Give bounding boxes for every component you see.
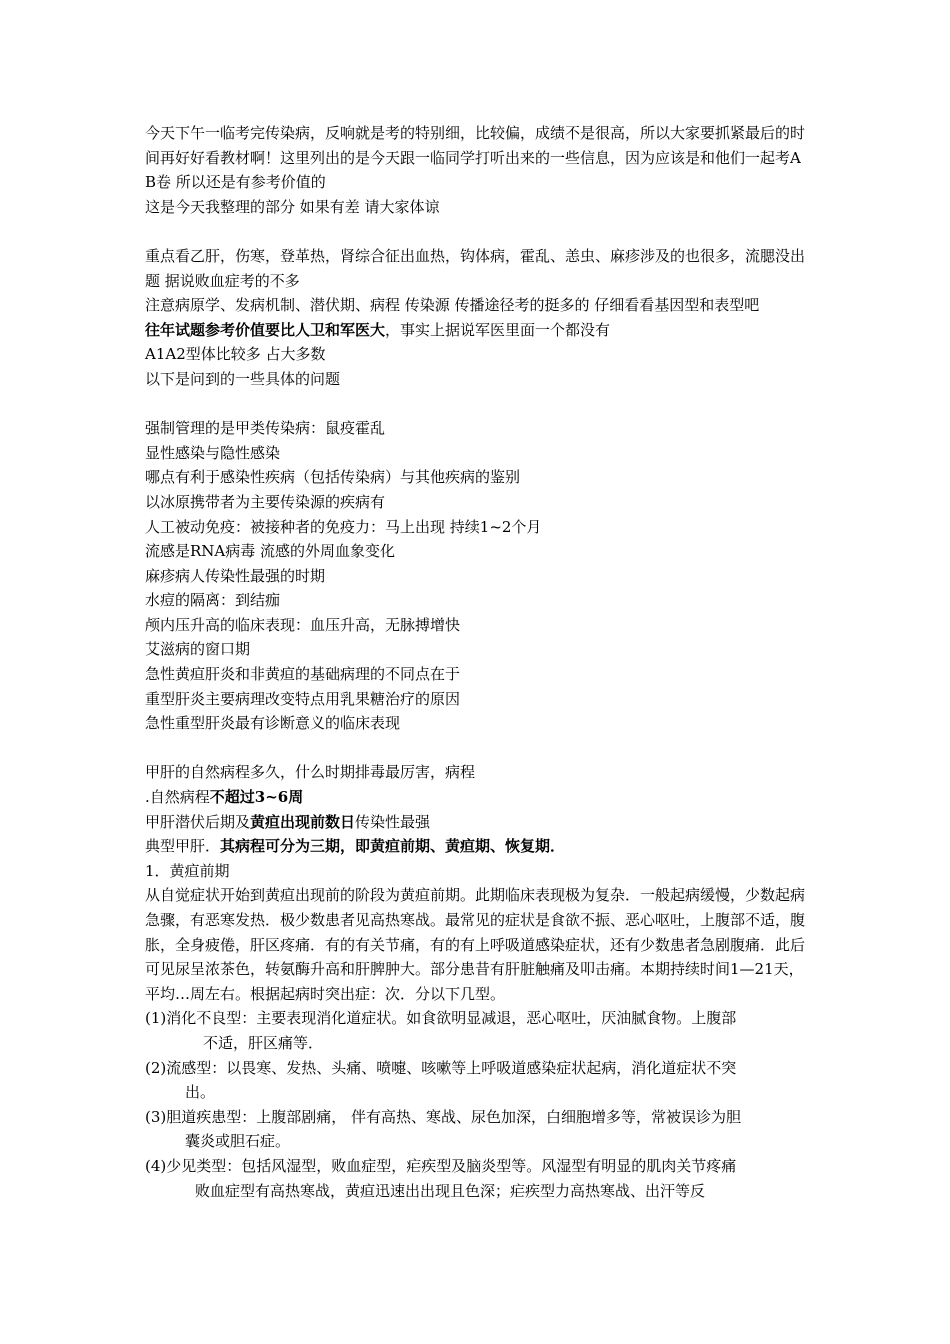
question-item: 颅内压升高的临床表现：血压升高，无脉搏增快 [145,615,461,634]
type-item-head: (3)胆道疾患型：上腹部剧痛， 伴有高热、寒战、尿色加深，白细胞增多等，常被误诊为胆 [145,1107,742,1126]
hepa-stage-description: 从自觉症状开始到黄疸出现前的阶段为黄疸前期。此期临床表现极为复杂．一般起病缓慢，少数起病急骤，有恶寒发热．极少数患者见高热寒战。最常见的症状是食欲不振、恶心呕吐，上腹部不适，腹胀，全身疲倦，肝区疼痛．有的有关节痛，有的有上呼吸道感染症状，还有少数患者急剧腹痛．此后可见尿呈浓茶色，转氨酶升高和肝脾肿大。部分患昔有肝脏触痛及叩击痛。本期持续时间1—21天，平均…周左右。根据起病时突出症：次．分以下几型。 [145,886,806,1003]
hepa-course [145,785,810,810]
past-exams-bold: 往年试题参考价值要比人卫和军医大 [145,320,386,339]
type-item-head: (1)消化不良型：主要表现消化道症状。如食欲明显减退，恶心呕吐，厌油腻食物。上腹部 [145,1009,737,1028]
question-item: 急性重型肝炎最有诊断意义的临床表现 [145,714,401,733]
type-item-head: (4)少见类型：包括风湿型，败血症型，疟疾型及脑炎型等。风湿型有明显的肌肉关节疼痛 [145,1156,737,1175]
hepa-typical-pre: 典型甲肝． [145,837,221,856]
spacer [145,736,810,761]
question-item: 哪点有利于感染性疾病（包括传染病）与其他疾病的鉴别 [145,468,521,487]
intro-paragraph: 今天下午一临考完传染病，反响就是考的特别细，比较偏，成绩不是很高，所以大家要抓紧最后的时间再好好看教材啊！这里列出的是今天跟一临同学打听出来的一些信息，因为应该是和他们一起考AB卷 所以还是有参考价值的 [145,124,806,192]
question-item: 显性感染与隐性感染 [145,443,281,462]
type-item-tail: 不适，肝区痛等． [203,1033,324,1052]
type-item-tail: 囊炎或胆石症。 [185,1132,291,1151]
question-item: 艾滋病的窗口期 [145,640,251,659]
focus-question-types: A1A2型体比较多 占大多数 [145,345,326,364]
type-item-tail: 出。 [185,1083,216,1102]
hepa-infectivity-pre: 甲肝潜伏后期及 [145,812,251,831]
question-item: 强制管理的是甲类传染病：鼠疫霍乱 [145,419,386,438]
type-item-rare [145,1154,810,1203]
question-item: 以冰原携带者为主要传染源的疾病有 [145,492,386,511]
question-list [145,416,810,736]
document-page [145,121,810,1203]
hepa-question: 甲肝的自然病程多久，什么时期排毒最厉害，病程 [145,763,476,782]
type-item-biliary [145,1105,810,1154]
hepa-course-bold: 不超过3~6周 [209,788,304,807]
focus-topics: 重点看乙肝，伤寒，登革热，肾综合征出血热，钩体病，霍乱、恙虫、麻疹涉及的也很多，流腮没出题 据说败血症考的不多 [145,246,806,290]
hepa-stage-heading: 1．黄疸前期 [145,861,230,880]
hepa-typical-bold: 其病程可分为三期，即黄疸前期、黄疸期、恢复期． [220,837,566,856]
question-item: 水痘的隔离：到结痂 [145,591,281,610]
type-item-digestive [145,1006,810,1055]
question-item: 流感是RNA病毒 流感的外周血象变化 [145,542,396,561]
past-exams-rest: ，事实上据说军医里面一个都没有 [385,320,611,339]
question-item: 人工被动免疫：被接种者的免疫力：马上出现 持续1~2个月 [145,517,542,536]
spacer [145,219,810,244]
spacer [145,392,810,417]
type-item-flu [145,1056,810,1105]
hepa-infectivity [145,810,810,835]
question-item: 急性黄疸肝炎和非黄疸的基础病理的不同点在于 [145,665,461,684]
focus-list-intro: 以下是问到的一些具体的问题 [145,369,341,388]
focus-past-exams [145,318,810,343]
intro-note: 这是今天我整理的部分 如果有差 请大家体谅 [145,197,440,216]
hepa-infectivity-post: 传染性最强 [355,812,431,831]
focus-attention: 注意病原学、发病机制、潜伏期、病程 传染源 传播途径考的挺多的 仔细看看基因型和表型吧 [145,296,760,315]
hepa-typical [145,834,810,859]
type-item-head: (2)流感型：以畏寒、发热、头痛、喷嚏、咳嗽等上呼吸道感染症状起病，消化道症状不突 [145,1058,737,1077]
question-item: 重型肝炎主要病理改变特点用乳果糖治疗的原因 [145,689,461,708]
type-item-tail: 败血症型有高热寒战，黄疸迅速出出现且色深；疟疾型力高热寒战、出汗等反 [195,1181,706,1200]
hepa-infectivity-bold: 黄疸出现前数日 [250,812,356,831]
question-item: 麻疹病人传染性最强的时期 [145,566,326,585]
hepa-course-label: .自然病程 [145,788,210,807]
